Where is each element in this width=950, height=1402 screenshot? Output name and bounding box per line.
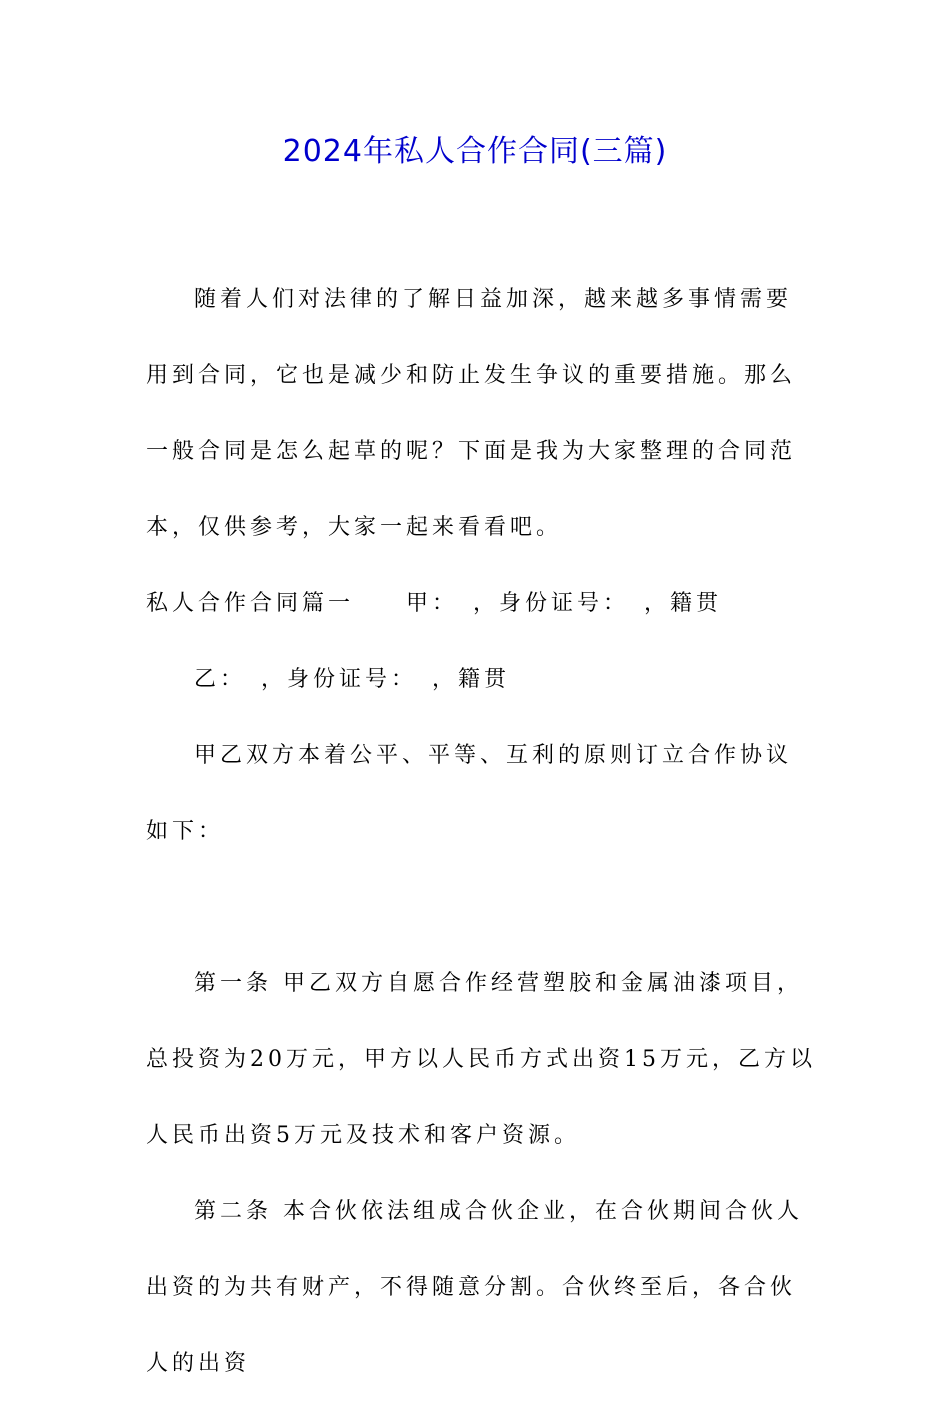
preamble-paragraph: 甲乙双方本着公平、平等、互利的原则订立合作协议如下：: [146, 743, 793, 844]
article-1-paragraph: 第一条 甲乙双方自愿合作经营塑胶和金属油漆项目，总投资为20万元，甲方以人民币方式出资15万元，乙方以人民币出资5万元及技术和客户资源。: [146, 971, 816, 1148]
intro-paragraph: 随着人们对法律的了解日益加深，越来越多事情需要用到合同，它也是减少和防止发生争议的重要措施。那么一般合同是怎么起草的呢？下面是我为大家整理的合同范本，仅供参考，大家一起来看看吧。: [146, 287, 797, 540]
document-title: 2024年私人合作合同(三篇): [282, 134, 668, 169]
party-b-line: 乙： ，身份证号： ，籍贯: [194, 667, 511, 692]
article-2-paragraph: 第二条 本合伙依法组成合伙企业，在合伙期间合伙人出资的为共有财产，不得随意分割。合伙终至后，各合伙人的出资: [146, 1199, 803, 1376]
section-heading-line: [146, 566, 816, 642]
section-heading: 私人合作合同篇一: [146, 591, 355, 616]
document-body: [146, 262, 816, 1402]
blank-gap: [146, 870, 816, 946]
party-a-line: 甲： ，身份证号： ，籍贯: [406, 591, 723, 616]
